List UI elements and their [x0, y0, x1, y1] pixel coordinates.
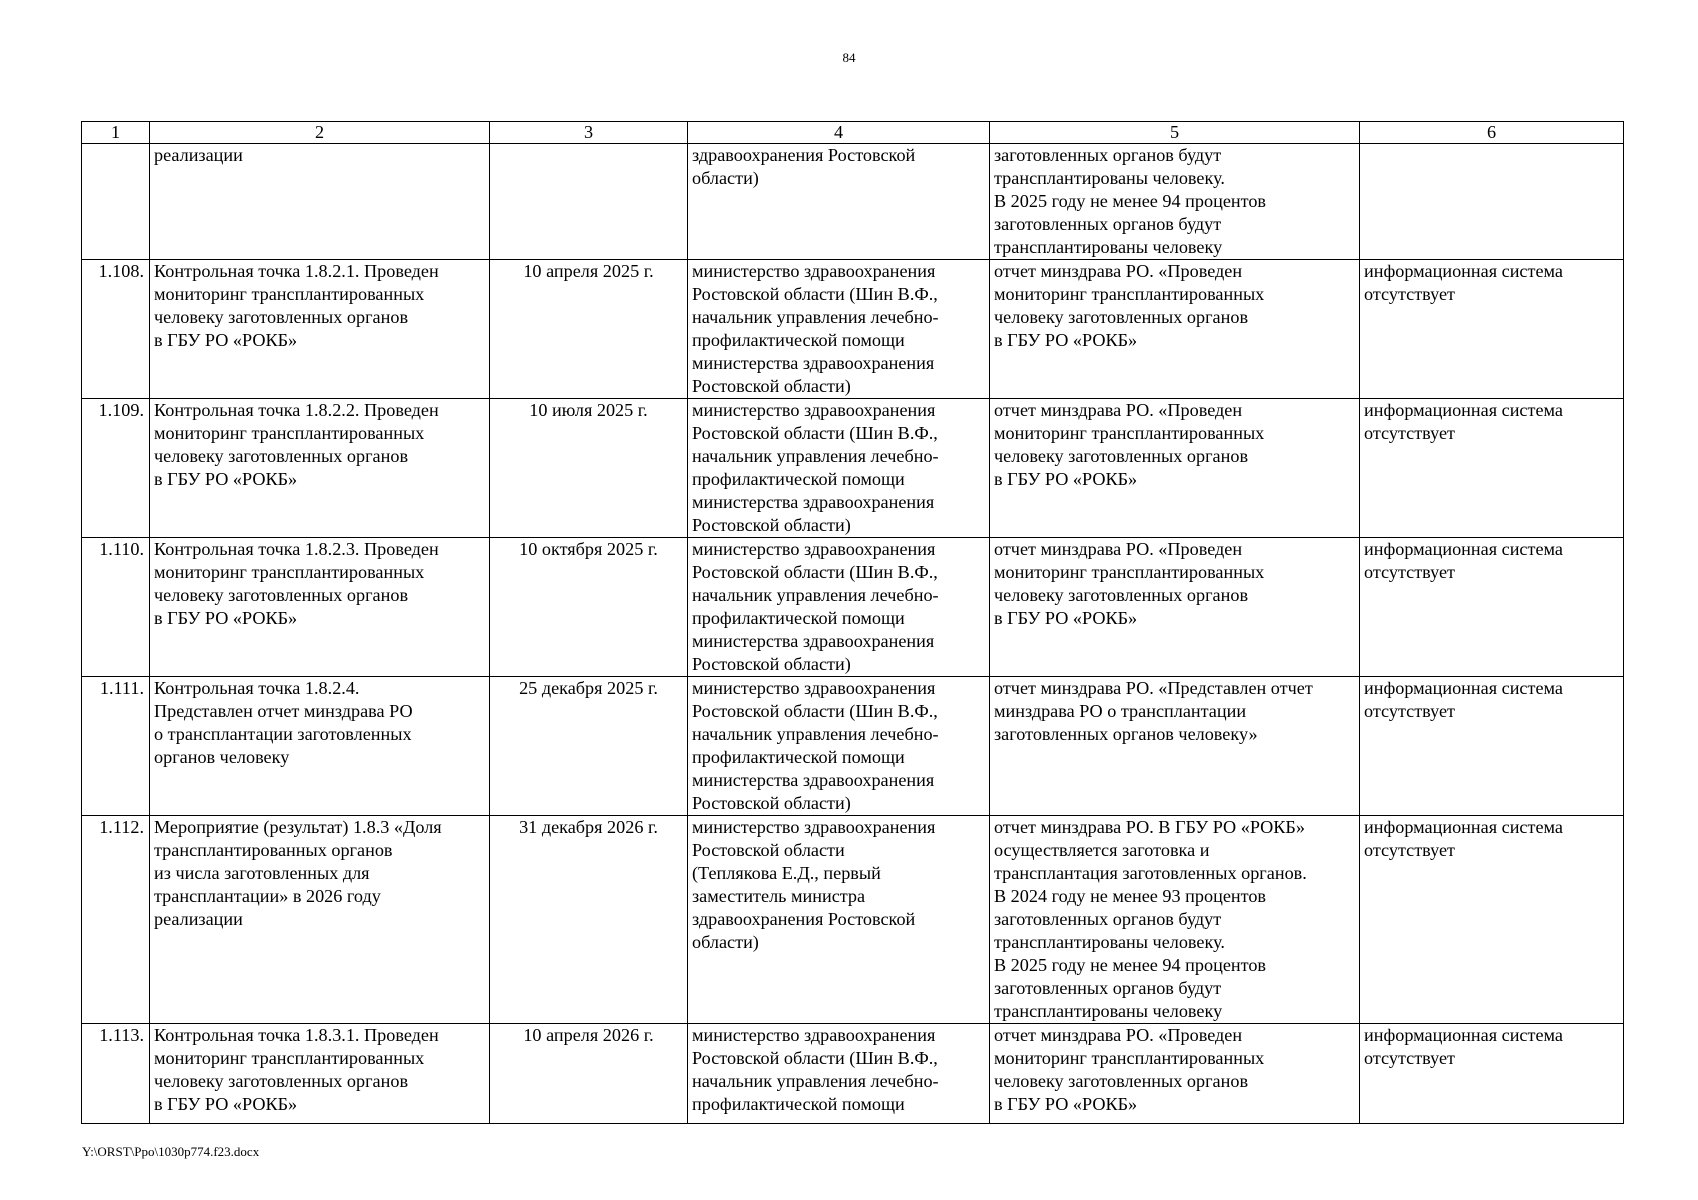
row-system: информационная система отсутствует — [1360, 260, 1624, 399]
row-date: 25 декабря 2025 г. — [490, 677, 688, 816]
row-system: информационная система отсутствует — [1360, 677, 1624, 816]
row-name: Контрольная точка 1.8.2.2. Проведен мониторинг трансплантированных человеку заготовленных органов в ГБУ РО «РОКБ» — [150, 399, 490, 538]
row-name: реализации — [150, 144, 490, 260]
measures-table — [81, 121, 1624, 1124]
row-number: 1.113. — [82, 1024, 150, 1124]
column-header-4: 4 — [688, 122, 990, 144]
row-name: Мероприятие (результат) 1.8.3 «Доля трансплантированных органов из числа заготовленных для трансплантации» в 2026 году реализации — [150, 816, 490, 1024]
row-result: заготовленных органов будут трансплантированы человеку. В 2025 году не менее 94 процентов заготовленных органов будут трансплантированы человеку — [990, 144, 1360, 260]
row-responsible: министерство здравоохранения Ростовской области (Шин В.Ф., начальник управления лечебно- профилактической помощи министерства здравоохранения Ростовской области) — [688, 260, 990, 399]
row-date: 10 октября 2025 г. — [490, 538, 688, 677]
row-responsible: министерство здравоохранения Ростовской области (Шин В.Ф., начальник управления лечебно- профилактической помощи министерства здравоохранения Ростовской области) — [688, 677, 990, 816]
row-number: 1.112. — [82, 816, 150, 1024]
table-row — [82, 144, 1624, 260]
row-responsible: министерство здравоохранения Ростовской области (Теплякова Е.Д., первый заместитель министра здравоохранения Ростовской области) — [688, 816, 990, 1024]
row-responsible: здравоохранения Ростовской области) — [688, 144, 990, 260]
row-responsible: министерство здравоохранения Ростовской области (Шин В.Ф., начальник управления лечебно- профилактической помощи — [688, 1024, 990, 1124]
row-number: 1.108. — [82, 260, 150, 399]
row-responsible: министерство здравоохранения Ростовской области (Шин В.Ф., начальник управления лечебно- профилактической помощи министерства здравоохранения Ростовской области) — [688, 538, 990, 677]
row-date: 10 апреля 2025 г. — [490, 260, 688, 399]
row-result: отчет минздрава РО. В ГБУ РО «РОКБ» осуществляется заготовка и трансплантация заготовленных органов. В 2024 году не менее 93 процентов заготовленных органов будут трансплантированы человеку. В 2025 году не менее 94 процентов заготовленных органов будут трансплантированы человеку — [990, 816, 1360, 1024]
row-system: информационная система отсутствует — [1360, 399, 1624, 538]
row-number: 1.110. — [82, 538, 150, 677]
row-date: 10 июля 2025 г. — [490, 399, 688, 538]
row-result: отчет минздрава РО. «Представлен отчет минздрава РО о трансплантации заготовленных органов человеку» — [990, 677, 1360, 816]
column-header-6: 6 — [1360, 122, 1624, 144]
row-result: отчет минздрава РО. «Проведен мониторинг трансплантированных человеку заготовленных органов в ГБУ РО «РОКБ» — [990, 538, 1360, 677]
file-path-footer: Y:\ORST\Ppo\1030p774.f23.docx — [82, 1144, 260, 1159]
row-result: отчет минздрава РО. «Проведен мониторинг трансплантированных человеку заготовленных органов в ГБУ РО «РОКБ» — [990, 260, 1360, 399]
column-header-5: 5 — [990, 122, 1360, 144]
row-system: информационная система отсутствует — [1360, 816, 1624, 1024]
row-number: 1.109. — [82, 399, 150, 538]
column-header-2: 2 — [150, 122, 490, 144]
column-header-3: 3 — [490, 122, 688, 144]
row-number — [82, 144, 150, 260]
row-name: Контрольная точка 1.8.2.1. Проведен мониторинг трансплантированных человеку заготовленных органов в ГБУ РО «РОКБ» — [150, 260, 490, 399]
row-system: информационная система отсутствует — [1360, 538, 1624, 677]
row-date — [490, 144, 688, 260]
column-header-1: 1 — [82, 122, 150, 144]
row-name: Контрольная точка 1.8.3.1. Проведен мониторинг трансплантированных человеку заготовленных органов в ГБУ РО «РОКБ» — [150, 1024, 490, 1124]
table-row — [82, 1024, 1624, 1124]
row-result: отчет минздрава РО. «Проведен мониторинг трансплантированных человеку заготовленных органов в ГБУ РО «РОКБ» — [990, 399, 1360, 538]
table-row — [82, 677, 1624, 816]
row-system: информационная система отсутствует — [1360, 1024, 1624, 1124]
row-number: 1.111. — [82, 677, 150, 816]
table-row — [82, 399, 1624, 538]
row-name: Контрольная точка 1.8.2.4. Представлен отчет минздрава РО о трансплантации заготовленных органов человеку — [150, 677, 490, 816]
row-responsible: министерство здравоохранения Ростовской области (Шин В.Ф., начальник управления лечебно- профилактической помощи министерства здравоохранения Ростовской области) — [688, 399, 990, 538]
row-result: отчет минздрава РО. «Проведен мониторинг трансплантированных человеку заготовленных органов в ГБУ РО «РОКБ» — [990, 1024, 1360, 1124]
table-row — [82, 260, 1624, 399]
table-row — [82, 816, 1624, 1024]
header-row — [82, 122, 1624, 144]
table-row — [82, 538, 1624, 677]
page-number: 84 — [842, 50, 856, 65]
row-name: Контрольная точка 1.8.2.3. Проведен мониторинг трансплантированных человеку заготовленных органов в ГБУ РО «РОКБ» — [150, 538, 490, 677]
row-date: 31 декабря 2026 г. — [490, 816, 688, 1024]
row-date: 10 апреля 2026 г. — [490, 1024, 688, 1124]
row-system — [1360, 144, 1624, 260]
